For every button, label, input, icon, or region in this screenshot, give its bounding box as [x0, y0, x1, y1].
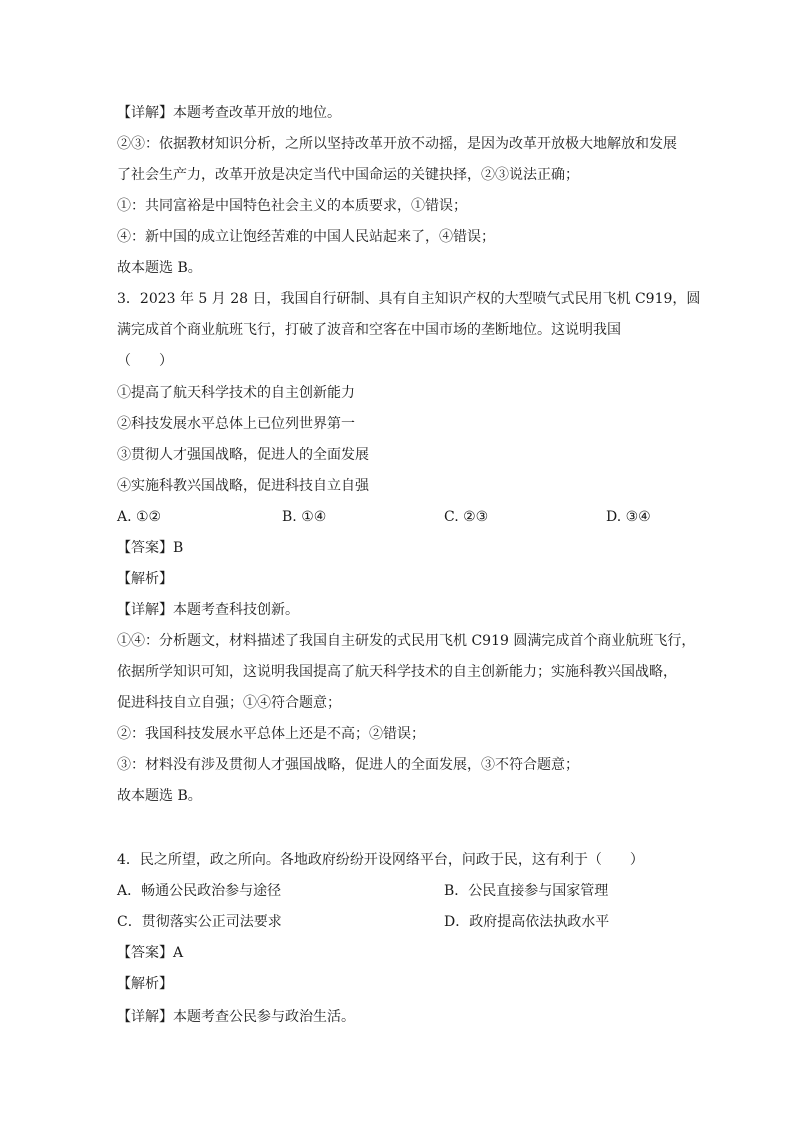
- text-line: 促进科技自立自强；①④符合题意；: [117, 695, 341, 711]
- q3-option-a: A. ①②: [117, 509, 162, 525]
- question-4-stem: 4．民之所望，政之所向。各地政府纷纷开设网络平台，问政于民，这有利于（ ）: [117, 852, 644, 868]
- q4-analysis-heading: 【解析】: [117, 976, 173, 992]
- text-line: 故本题选 B。: [117, 788, 202, 804]
- q4-option-b: B．公民直接参与国家管理: [444, 883, 609, 899]
- statement-2: ②科技发展水平总体上已位列世界第一: [117, 416, 355, 432]
- text-line: ②③：依据教材知识分析，之所以坚持改革开放不动摇，是因为改革开放极大地解放和发展: [117, 136, 677, 152]
- text-line: ③：材料没有涉及贯彻人才强国战略，促进人的全面发展，③不符合题意；: [117, 757, 579, 773]
- statement-3: ③贯彻人才强国战略，促进人的全面发展: [117, 447, 369, 463]
- statement-1: ①提高了航天科学技术的自主创新能力: [117, 385, 355, 401]
- text-line: ①：共同富裕是中国特色社会主义的本质要求，①错误；: [117, 198, 467, 214]
- q4-option-d: D．政府提高依法执政水平: [444, 914, 610, 930]
- question-3-stem-cont: 满完成首个商业航班飞行，打破了波音和空客在中国市场的垄断地位。这说明我国: [117, 322, 621, 338]
- text-line: 故本题选 B。: [117, 260, 202, 276]
- q4-detail: 【详解】本题考查公民参与政治生活。: [117, 1009, 355, 1025]
- q3-answer: 【答案】B: [117, 540, 184, 556]
- q3-option-d: D. ③④: [606, 509, 651, 525]
- question-3-blank: （ ）: [117, 353, 173, 369]
- statement-4: ④实施科教兴国战略，促进科技自立自强: [117, 478, 369, 494]
- q4-answer: 【答案】A: [117, 945, 184, 961]
- text-line: ①④：分析题文，材料描述了我国自主研发的式民用飞机 C919 圆满完成首个商业航班飞行，: [117, 633, 696, 649]
- question-3-stem: 3．2023 年 5 月 28 日，我国自行研制、具有自主知识产权的大型喷气式民用飞机 C919，圆: [117, 291, 701, 307]
- q3-option-c: C. ②③: [444, 509, 489, 525]
- text-line: 依据所学知识可知，这说明我国提高了航天科学技术的自主创新能力；实施科教兴国战略，: [117, 664, 677, 680]
- text-line: 了社会生产力，改革开放是决定当代中国命运的关键抉择，②③说法正确；: [117, 167, 579, 183]
- q3-option-b: B. ①④: [282, 509, 327, 525]
- text-line: ②：我国科技发展水平总体上还是不高；②错误；: [117, 726, 425, 742]
- text-line: 【详解】本题考查科技创新。: [117, 602, 299, 618]
- text-line: ④：新中国的成立让饱经苦难的中国人民站起来了，④错误；: [117, 229, 495, 245]
- q4-option-c: C．贯彻落实公正司法要求: [117, 914, 282, 930]
- text-line: 【详解】本题考查改革开放的地位。: [117, 105, 341, 121]
- q3-analysis-heading: 【解析】: [117, 571, 173, 587]
- q4-option-a: A．畅通公民政治参与途径: [117, 883, 282, 899]
